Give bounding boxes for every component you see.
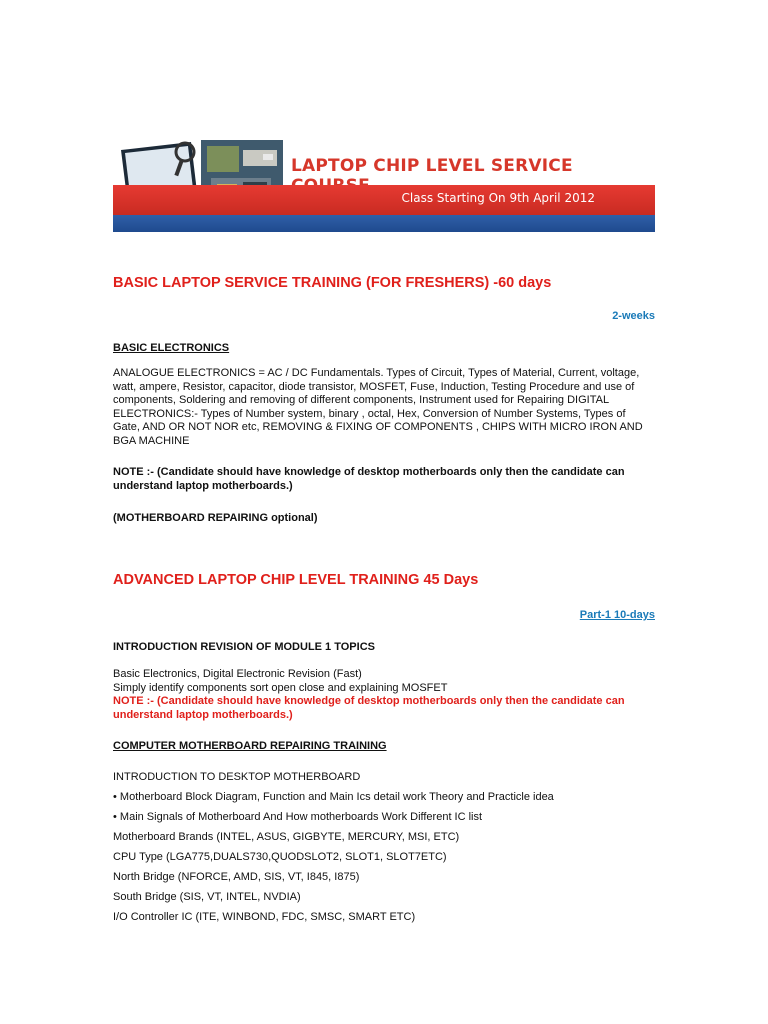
- list-item: South Bridge (SIS, VT, INTEL, NVDIA): [113, 891, 301, 903]
- intro-line-2: Simply identify components sort open close and explaining MOSFET: [113, 682, 448, 694]
- banner-subtitle: Class Starting On 9th April 2012: [401, 191, 595, 205]
- basic-electronics-body: ANALOGUE ELECTRONICS = AC / DC Fundamentals. Types of Circuit, Types of Material, Current, voltage, watt, ampere, Resistor, capacitor, diode transistor, MOSFET, Fuse, Induction, Testing Procedure and use of components, Soldering and removing of different components, Instrument used for Repairing DIGITAL ELECTRONICS:- Types of Number system, binary , octal, Hex, Conversion of Number Systems, Types of Gate, AND OR NOT NOR etc, REMOVING & FIXING OF COMPONENTS , CHIPS WITH MICRO IRON AND BGA MACHINE: [113, 367, 643, 447]
- basic-duration: 2-weeks: [612, 310, 655, 322]
- intro-revision-title: INTRODUCTION REVISION OF MODULE 1 TOPICS: [113, 641, 375, 653]
- list-item: I/O Controller IC (ITE, WINBOND, FDC, SMSC, SMART ETC): [113, 911, 416, 923]
- advanced-note: NOTE :- (Candidate should have knowledge of desktop motherboards only then the candidate can understand laptop motherboards.): [113, 695, 625, 721]
- list-item: INTRODUCTION TO DESKTOP MOTHERBOARD: [113, 771, 361, 783]
- list-item: • Main Signals of Motherboard And How motherboards Work Different IC list: [113, 811, 483, 823]
- basic-course-heading: BASIC LAPTOP SERVICE TRAINING (FOR FRESHERS) -60 days: [113, 275, 552, 291]
- list-item: • Motherboard Block Diagram, Function and Main Ics detail work Theory and Practicle idea: [113, 791, 554, 803]
- motherboard-repair-title: COMPUTER MOTHERBOARD REPAIRING TRAINING: [113, 740, 387, 752]
- course-banner: [113, 130, 655, 232]
- basic-note: NOTE :- (Candidate should have knowledge of desktop motherboards only then the candidate can understand laptop motherboards.): [113, 466, 625, 492]
- banner-blue-band: [113, 215, 655, 232]
- list-item: CPU Type (LGA775,DUALS730,QUODSLOT2, SLOT1, SLOT7ETC): [113, 851, 447, 863]
- list-item: North Bridge (NFORCE, AMD, SIS, VT, I845, I875): [113, 871, 360, 883]
- banner-title: LAPTOP CHIP LEVEL SERVICE: [291, 156, 573, 176]
- advanced-course-heading: ADVANCED LAPTOP CHIP LEVEL TRAINING 45 Days: [113, 572, 479, 588]
- part1-link[interactable]: Part-1 10-days: [579, 609, 655, 621]
- basic-electronics-title: BASIC ELECTRONICS: [113, 342, 230, 354]
- list-item: Motherboard Brands (INTEL, ASUS, GIGBYTE, MERCURY, MSI, ETC): [113, 831, 460, 843]
- intro-line-1: Basic Electronics, Digital Electronic Revision (Fast): [113, 668, 362, 680]
- motherboard-optional: (MOTHERBOARD REPAIRING optional): [113, 512, 318, 524]
